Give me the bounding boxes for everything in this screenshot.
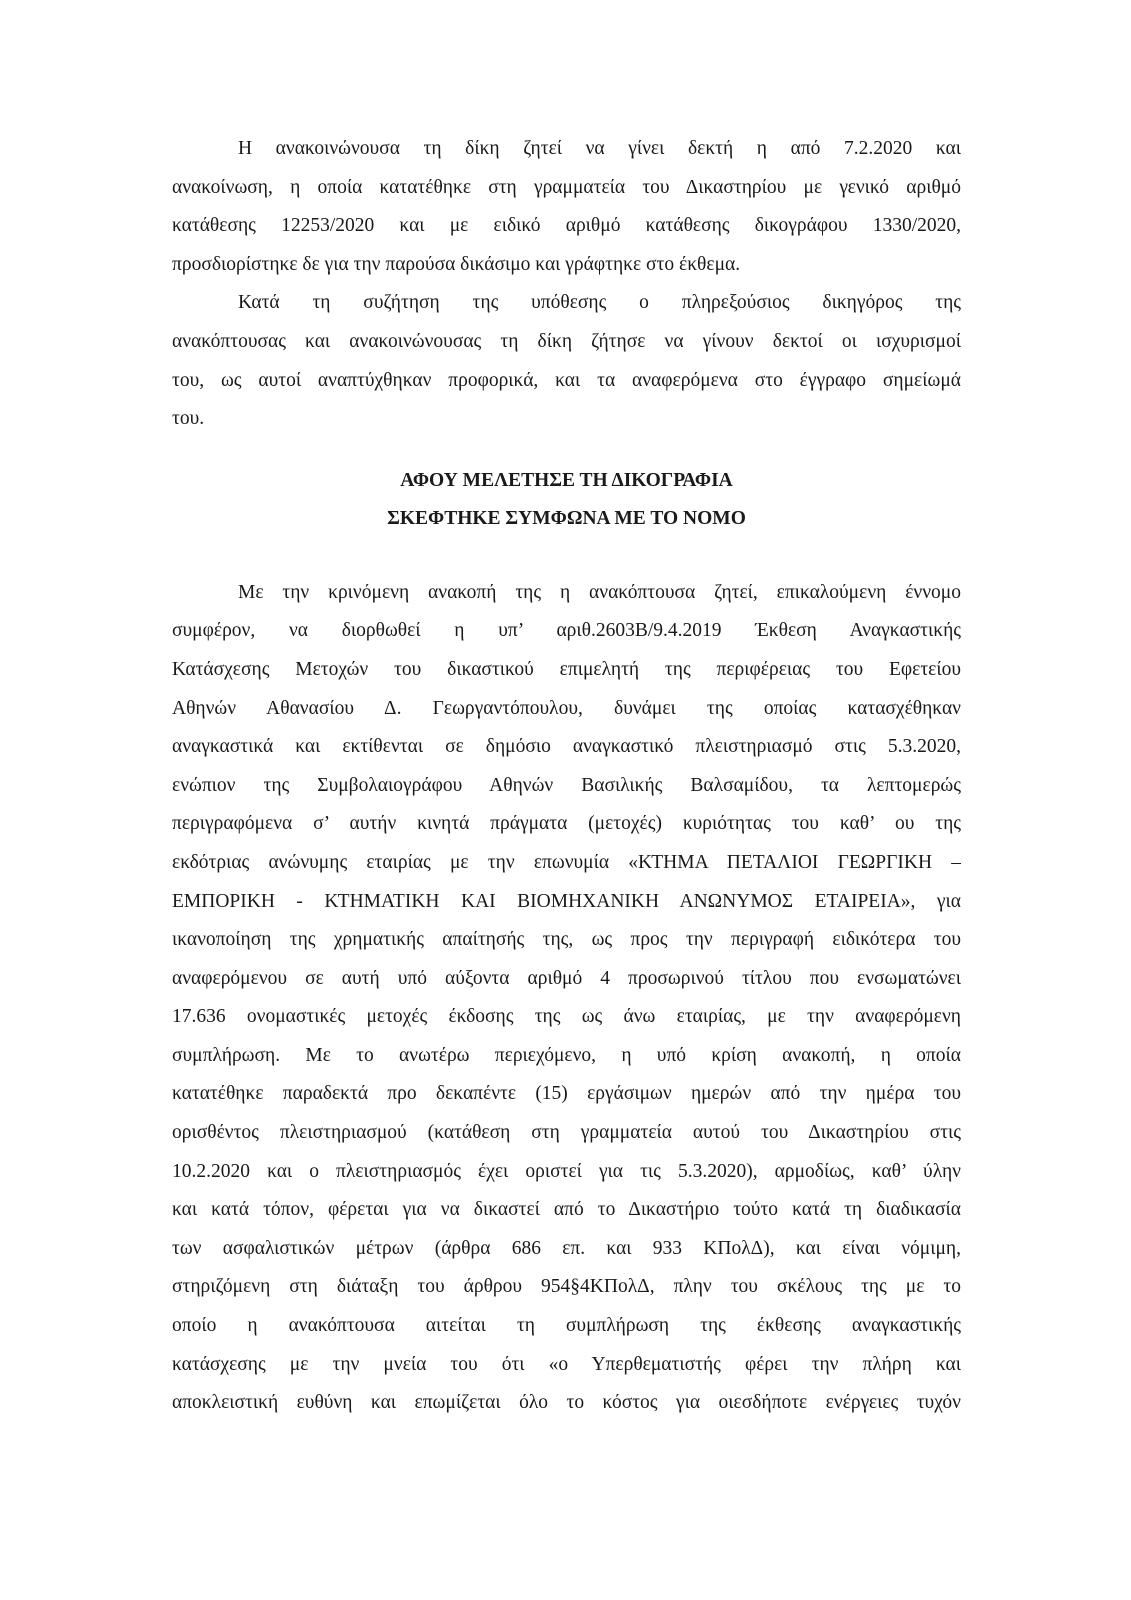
text-line: ΕΜΠΟΡΙΚΗ - ΚΤΗΜΑΤΙΚΗ ΚΑΙ ΒΙΟΜΗΧΑΝΙΚΗ ΑΝΩΝΥΜΟΣ ΕΤΑΙΡΕΙΑ», για bbox=[172, 890, 961, 912]
text-line: ανακοίνωση, η οποία κατατέθηκε στη γραμματεία του Δικαστηρίου με γενικό αριθμό bbox=[172, 176, 961, 198]
text-line: αναγκαστικά και εκτίθενται σε δημόσιο αναγκαστικό πλειστηριασμό στις 5.3.2020, bbox=[172, 736, 961, 758]
text-line: εκδότριας ανώνυμης εταιρίας με την επωνυμία «ΚΤΗΜΑ ΠΕΤΑΛΙΟΙ ΓΕΩΡΓΙΚΗ – bbox=[172, 851, 961, 873]
text-line: του, ως αυτοί αναπτύχθηκαν προφορικά, και τα αναφερόμενα στο έγγραφο σημείωμά bbox=[172, 369, 961, 391]
text-line: 10.2.2020 και ο πλειστηριασμός έχει οριστεί για τις 5.3.2020), αρμοδίως, καθ’ ύλην bbox=[172, 1160, 961, 1182]
heading-line-2: ΣΚΕΦΤΗΚΕ ΣΥΜΦΩΝΑ ΜΕ ΤΟ ΝΟΜΟ bbox=[387, 507, 746, 529]
text-line: συμφέρον, να διορθωθεί η υπ’ αριθ.2603Β/9.4.2019 Έκθεση Αναγκαστικής bbox=[172, 620, 961, 642]
paragraph-notice-request bbox=[172, 130, 961, 284]
text-line: οποίο η ανακόπτουσα αιτείται τη συμπλήρωση της έκθεσης αναγκαστικής bbox=[172, 1315, 961, 1337]
text-line: ενώπιον της Συμβολαιογράφου Αθηνών Βασιλικής Βαλσαμίδου, τα λεπτομερώς bbox=[172, 774, 961, 796]
text-line: περιγραφόμενα σ’ αυτήν κινητά πράγματα (μετοχές) κυριότητας του καθ’ ου της bbox=[172, 813, 961, 835]
document-page bbox=[172, 130, 961, 1423]
text-line: κατάθεσης 12253/2020 και με ειδικό αριθμό κατάθεσης δικογράφου 1330/2020, bbox=[172, 215, 961, 237]
text-line: ικανοποίηση της χρηματικής απαίτησής της, ως προς την περιγραφή ειδικότερα του bbox=[172, 929, 961, 951]
text-line: 17.636 ονομαστικές μετοχές έκδοσης της ως άνω εταιρίας, με την αναφερόμενη bbox=[172, 1006, 961, 1028]
section-heading bbox=[172, 462, 961, 538]
text-line: προσδιορίστηκε δε για την παρούσα δικάσιμο και γράφτηκε στο έκθεμα. bbox=[172, 253, 741, 275]
text-line: του. bbox=[172, 408, 205, 430]
text-line: αναφερόμενου σε αυτή υπό αύξοντα αριθμό 4 προσωρινού τίτλου που ενσωματώνει bbox=[172, 967, 961, 989]
paragraph-hearing bbox=[172, 284, 961, 438]
text-line: κατατέθηκε παραδεκτά προ δεκαπέντε (15) εργάσιμων ημερών από την ημέρα του bbox=[172, 1083, 961, 1105]
text-line: κατάσχεσης με την μνεία του ότι «ο Υπερθεματιστής φέρει την πλήρη και bbox=[172, 1353, 961, 1375]
text-line: Η ανακοινώνουσα τη δίκη ζητεί να γίνει δεκτή η από 7.2.2020 και bbox=[238, 138, 961, 159]
paragraph-ruling bbox=[172, 574, 961, 1423]
heading-line-1: ΑΦΟΥ ΜΕΛΕΤΗΣΕ ΤΗ ΔΙΚΟΓΡΑΦΙΑ bbox=[400, 469, 733, 491]
text-line: των ασφαλιστικών μέτρων (άρθρα 686 επ. και 933 ΚΠολΔ), και είναι νόμιμη, bbox=[172, 1237, 961, 1259]
text-line: ανακόπτουσας και ανακοινώνουσας τη δίκη ζήτησε να γίνουν δεκτοί οι ισχυρισμοί bbox=[172, 330, 961, 352]
text-line: συμπλήρωση. Με το ανωτέρω περιεχόμενο, η υπό κρίση ανακοπή, η οποία bbox=[172, 1044, 961, 1066]
text-line: Κατά τη συζήτηση της υπόθεσης ο πληρεξούσιος δικηγόρος της bbox=[238, 292, 961, 314]
text-line: Αθηνών Αθανασίου Δ. Γεωργαντόπουλου, δυνάμει της οποίας κατασχέθηκαν bbox=[172, 697, 961, 719]
text-line: Κατάσχεσης Μετοχών του δικαστικού επιμελητή της περιφέρειας του Εφετείου bbox=[172, 658, 961, 680]
text-line: ορισθέντος πλειστηριασμού (κατάθεση στη γραμματεία αυτού του Δικαστηρίου στις bbox=[172, 1122, 961, 1144]
text-line: Με την κρινόμενη ανακοπή της η ανακόπτουσα ζητεί, επικαλούμενη έννομο bbox=[238, 581, 961, 603]
text-line: στηριζόμενη στη διάταξη του άρθρου 954§4ΚΠολΔ, πλην του σκέλους της με το bbox=[172, 1276, 961, 1298]
text-line: αποκλειστική ευθύνη και επωμίζεται όλο το κόστος για οιεσδήποτε ενέργειες τυχόν bbox=[172, 1392, 961, 1414]
text-line: και κατά τόπον, φέρεται για να δικαστεί από το Δικαστήριο τούτο κατά τη διαδικασία bbox=[172, 1199, 961, 1221]
